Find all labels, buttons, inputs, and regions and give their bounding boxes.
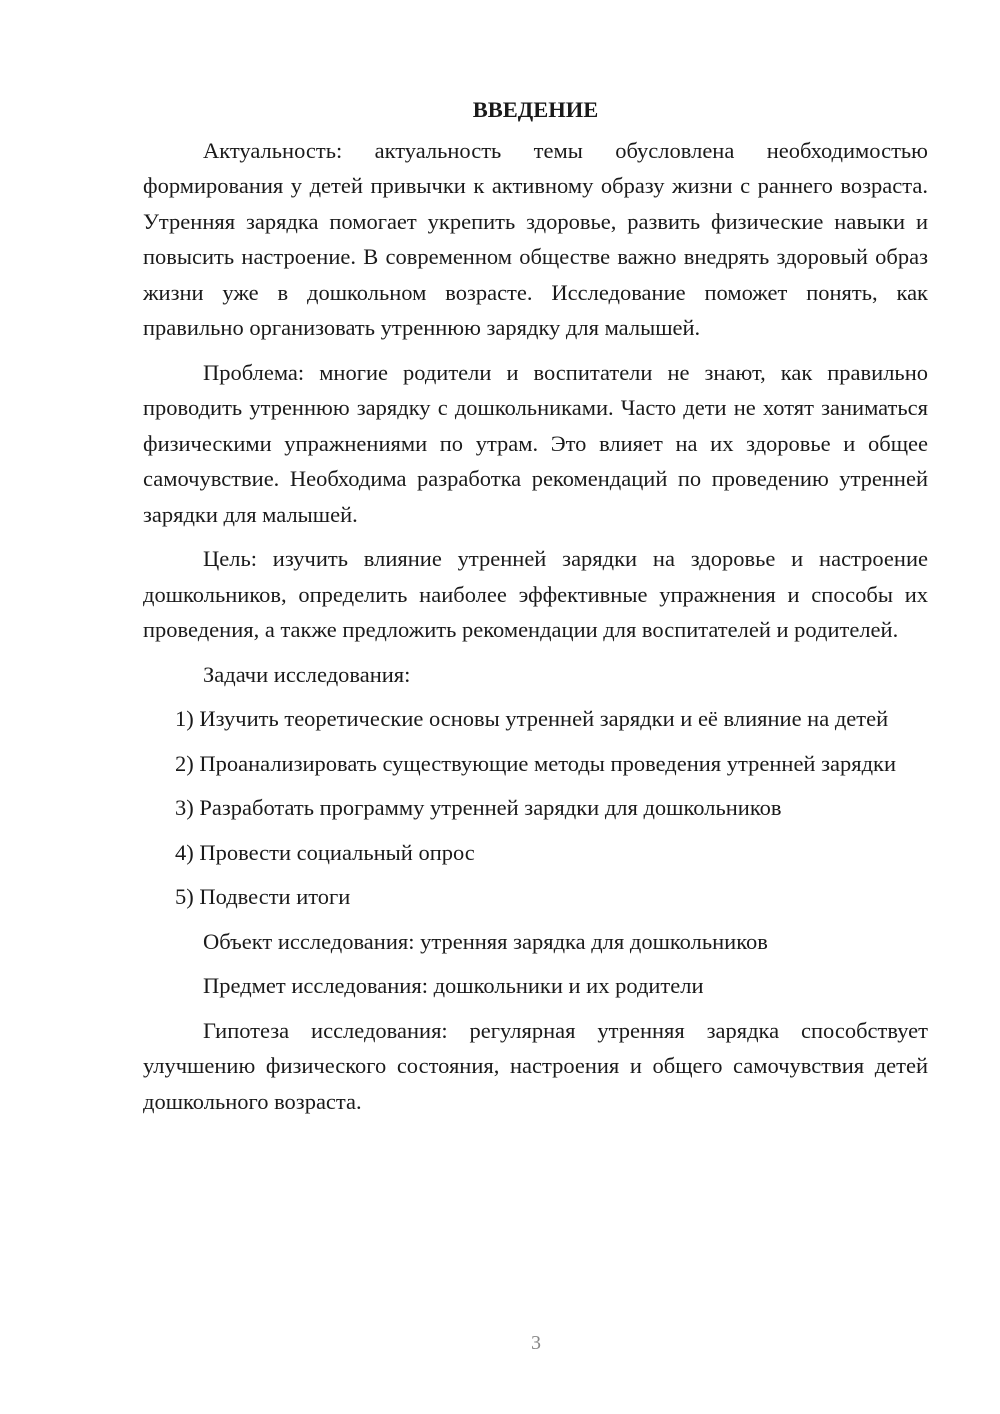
problem-paragraph: Проблема: многие родители и воспитатели не знают, как правильно проводить утреннюю зарядку с дошкольниками. Часто дети не хотят заниматься физическими упражнениями по утрам. Это влияет на их здоровье и общее самочувствие. Необходима разработка рекомендаций по проведению утренней зарядки для малышей. [143, 359, 928, 527]
task-item: 5) Подвести итоги [175, 884, 351, 909]
goal-paragraph: Цель: изучить влияние утренней зарядки на здоровье и настроение дошкольников, определить наиболее эффективные упражнения и способы их проведения, а также предложить рекомендации для воспитателей и родителей. [143, 546, 928, 642]
page-content [143, 92, 928, 1128]
section-title: ВВЕДЕНИЕ [472, 97, 599, 122]
research-subject: Предмет исследования: дошкольники и их родители [203, 973, 704, 998]
research-object: Объект исследования: утренняя зарядка для дошкольников [203, 928, 768, 954]
task-item: 1) Изучить теоретические основы утренней зарядки и её влияние на детей [175, 706, 889, 731]
relevance-paragraph: Актуальность: актуальность темы обусловлена необходимостью формирования у детей привычки к активному образу жизни с раннего возраста. Утренняя зарядка помогает укрепить здоровье, развить физические навыки и повысить настроение. В современном обществе важно внедрять здоровый образ жизни уже в дошкольном возрасте. Исследование поможет понять, как правильно организовать утреннюю зарядку для малышей. [143, 137, 928, 340]
page-number: 3 [531, 1332, 541, 1354]
task-item: 3) Разработать программу утренней зарядки для дошкольников [175, 795, 782, 820]
task-item: 4) Провести социальный опрос [175, 839, 475, 865]
task-item: 2) Проанализировать существующие методы проведения утренней зарядки [175, 750, 896, 776]
tasks-heading: Задачи исследования: [203, 661, 411, 687]
research-hypothesis: Гипотеза исследования: регулярная утренняя зарядка способствует улучшению физического состояния, настроения и общего самочувствия детей дошкольного возраста. [143, 1017, 928, 1114]
